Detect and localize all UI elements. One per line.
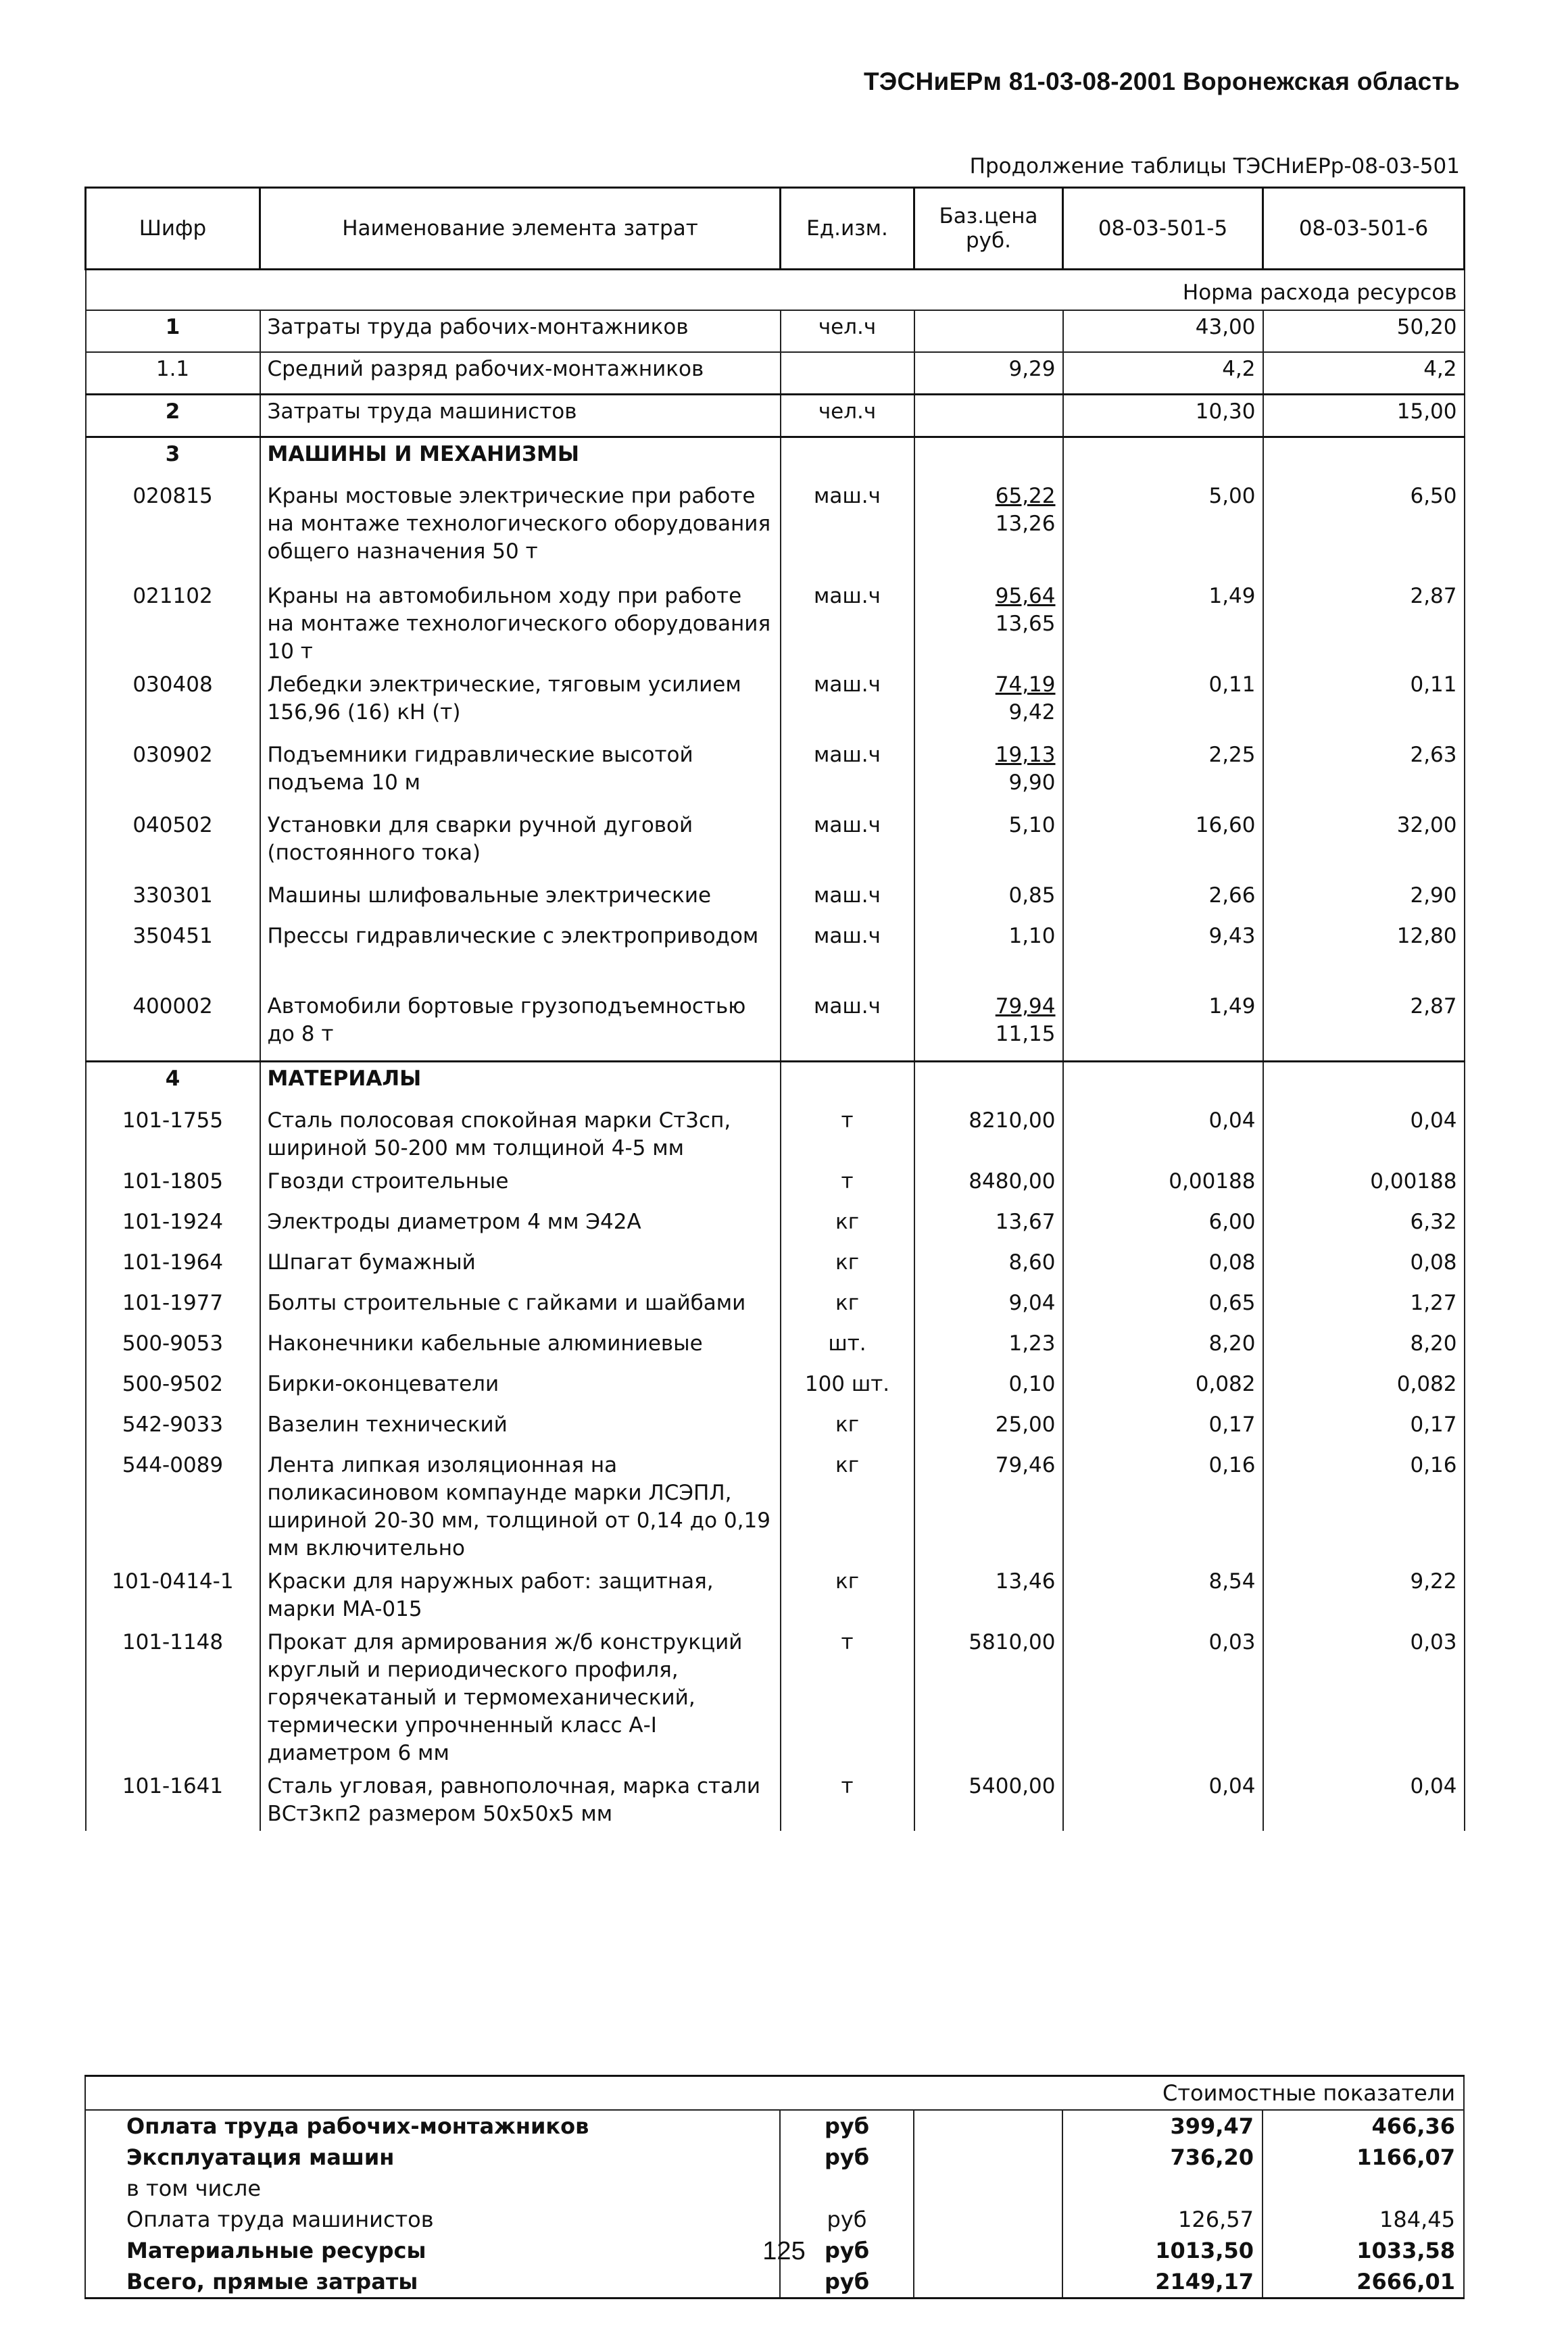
cost-value-08-03-501-6 bbox=[1263, 2173, 1464, 2204]
empty-cell bbox=[914, 2173, 1062, 2204]
row-unit: маш.ч bbox=[781, 809, 914, 879]
row-base-price bbox=[914, 1565, 1063, 1626]
row-name: Затраты труда рабочих-монтажников bbox=[260, 310, 781, 352]
row-unit: маш.ч bbox=[781, 739, 914, 809]
row-value-08-03-501-6: 15,00 bbox=[1263, 395, 1465, 437]
table-row bbox=[86, 1104, 1465, 1165]
base-price-value: 65,22 bbox=[995, 484, 1056, 508]
row-unit: маш.ч bbox=[781, 668, 914, 739]
base-price-labor-value: 11,15 bbox=[995, 1022, 1056, 1046]
row-unit: маш.ч bbox=[781, 990, 914, 1062]
row-name: Лебедки электрические, тяговым усилием 156,96 (16) кН (т) bbox=[260, 668, 781, 739]
cost-label: Эксплуатация машин bbox=[85, 2142, 780, 2173]
row-unit: кг bbox=[781, 1565, 914, 1626]
row-base-price bbox=[914, 1449, 1063, 1565]
base-price-value: 25,00 bbox=[995, 1412, 1056, 1437]
row-value-08-03-501-6: 6,50 bbox=[1263, 480, 1465, 580]
table-row bbox=[86, 1287, 1465, 1327]
base-price-value: 79,94 bbox=[995, 994, 1056, 1018]
base-price-labor-value: 13,65 bbox=[995, 612, 1056, 636]
row-code: 500-9502 bbox=[86, 1368, 260, 1408]
row-value-08-03-501-5: 8,20 bbox=[1063, 1327, 1263, 1368]
table-header-row bbox=[86, 188, 1465, 270]
base-price-value: 8480,00 bbox=[969, 1169, 1056, 1194]
row-name: Прокат для армирования ж/б конструкций круглый и периодического профиля, горячекатаный и термомеханический, термически упрочненный класс А-I диаметром 6 мм bbox=[260, 1626, 781, 1770]
base-price-labor-value: 9,90 bbox=[1008, 770, 1056, 795]
section-row bbox=[86, 437, 1465, 481]
table-row bbox=[86, 1449, 1465, 1565]
cost-row bbox=[85, 2266, 1464, 2299]
norm-band-label: Норма расхода ресурсов bbox=[86, 270, 1465, 311]
cost-label: Всего, прямые затраты bbox=[85, 2266, 780, 2299]
column-header-name: Наименование элемента затрат bbox=[260, 188, 781, 270]
row-base-price bbox=[914, 352, 1063, 395]
row-value-08-03-501-5: 9,43 bbox=[1063, 920, 1263, 990]
base-price-value: 1,23 bbox=[1008, 1331, 1056, 1356]
row-value-08-03-501-5: 0,11 bbox=[1063, 668, 1263, 739]
row-base-price bbox=[914, 668, 1063, 739]
row-base-price bbox=[914, 480, 1063, 580]
row-code: 101-0414-1 bbox=[86, 1565, 260, 1626]
empty-cell bbox=[1063, 1062, 1263, 1105]
row-base-price bbox=[914, 990, 1063, 1062]
row-unit: маш.ч bbox=[781, 480, 914, 580]
row-unit bbox=[781, 352, 914, 395]
cost-row bbox=[85, 2173, 1464, 2204]
row-name: Лента липкая изоляционная на поликасиновом компаунде марки ЛСЭПЛ, шириной 20-30 мм, толщиной от 0,14 до 0,19 мм включительно bbox=[260, 1449, 781, 1565]
row-value-08-03-501-6: 12,80 bbox=[1263, 920, 1465, 990]
empty-cell bbox=[914, 437, 1063, 481]
row-value-08-03-501-6: 0,00188 bbox=[1263, 1165, 1465, 1206]
empty-cell bbox=[914, 2142, 1062, 2173]
base-price-value: 0,85 bbox=[1008, 883, 1056, 908]
section-title: МАШИНЫ И МЕХАНИЗМЫ bbox=[260, 437, 781, 481]
row-value-08-03-501-6: 0,082 bbox=[1263, 1368, 1465, 1408]
cost-unit: руб bbox=[780, 2142, 914, 2173]
row-name: Установки для сварки ручной дуговой (постоянного тока) bbox=[260, 809, 781, 879]
base-price-value: 1,10 bbox=[1008, 924, 1056, 948]
row-name: Гвозди строительные bbox=[260, 1165, 781, 1206]
cost-value-08-03-501-5: 399,47 bbox=[1062, 2110, 1263, 2142]
cost-row bbox=[85, 2204, 1464, 2235]
cost-value-08-03-501-6: 466,36 bbox=[1263, 2110, 1464, 2142]
row-value-08-03-501-5: 5,00 bbox=[1063, 480, 1263, 580]
row-value-08-03-501-5: 1,49 bbox=[1063, 990, 1263, 1062]
cost-band-label: Стоимостные показатели bbox=[85, 2076, 1464, 2111]
row-value-08-03-501-5: 0,082 bbox=[1063, 1368, 1263, 1408]
row-unit: кг bbox=[781, 1206, 914, 1246]
row-code: 101-1964 bbox=[86, 1246, 260, 1287]
row-value-08-03-501-5: 2,66 bbox=[1063, 879, 1263, 920]
row-unit: кг bbox=[781, 1408, 914, 1449]
cost-label: Оплата труда машинистов bbox=[85, 2204, 780, 2235]
column-header-unit: Ед.изм. bbox=[781, 188, 914, 270]
row-name: Бирки-оконцеватели bbox=[260, 1368, 781, 1408]
base-price-value: 5400,00 bbox=[969, 1774, 1056, 1798]
row-value-08-03-501-5: 0,00188 bbox=[1063, 1165, 1263, 1206]
row-unit: кг bbox=[781, 1246, 914, 1287]
row-base-price bbox=[914, 1770, 1063, 1831]
row-value-08-03-501-5: 43,00 bbox=[1063, 310, 1263, 352]
table-row bbox=[86, 1565, 1465, 1626]
column-header-08-03-501-5: 08-03-501-5 bbox=[1063, 188, 1263, 270]
empty-cell bbox=[914, 1062, 1063, 1105]
base-price-labor-value: 13,26 bbox=[995, 512, 1056, 536]
empty-cell bbox=[1263, 1062, 1465, 1105]
row-value-08-03-501-5: 0,04 bbox=[1063, 1104, 1263, 1165]
cost-value-08-03-501-5: 2149,17 bbox=[1062, 2266, 1263, 2299]
table-row bbox=[86, 920, 1465, 990]
row-name: Машины шлифовальные электрические bbox=[260, 879, 781, 920]
row-name: Автомобили бортовые грузоподъемностью до 8 т bbox=[260, 990, 781, 1062]
base-price-value: 19,13 bbox=[995, 743, 1056, 767]
table-row bbox=[86, 1246, 1465, 1287]
row-value-08-03-501-6: 32,00 bbox=[1263, 809, 1465, 879]
table-row bbox=[86, 739, 1465, 809]
row-unit: маш.ч bbox=[781, 580, 914, 668]
row-code: 500-9053 bbox=[86, 1327, 260, 1368]
row-value-08-03-501-6: 0,11 bbox=[1263, 668, 1465, 739]
row-code: 040502 bbox=[86, 809, 260, 879]
row-base-price bbox=[914, 1626, 1063, 1770]
table-row bbox=[86, 352, 1465, 395]
row-name: Краски для наружных работ: защитная, марки МА-015 bbox=[260, 1565, 781, 1626]
page-number: 125 bbox=[762, 2237, 806, 2265]
table-row bbox=[86, 1408, 1465, 1449]
row-value-08-03-501-5: 1,49 bbox=[1063, 580, 1263, 668]
base-price-value: 5810,00 bbox=[969, 1630, 1056, 1654]
table-row bbox=[86, 990, 1465, 1062]
document-header: ТЭСНиЕРм 81-03-08-2001 Воронежская область bbox=[863, 68, 1460, 95]
row-base-price bbox=[914, 920, 1063, 990]
row-base-price bbox=[914, 739, 1063, 809]
column-header-code: Шифр bbox=[86, 188, 260, 270]
row-code: 020815 bbox=[86, 480, 260, 580]
row-name: Краны на автомобильном ходу при работе на монтаже технологического оборудования 10 т bbox=[260, 580, 781, 668]
row-value-08-03-501-6: 0,03 bbox=[1263, 1626, 1465, 1770]
row-value-08-03-501-5: 8,54 bbox=[1063, 1565, 1263, 1626]
row-code: 021102 bbox=[86, 580, 260, 668]
cost-band-row bbox=[85, 2076, 1464, 2111]
cost-unit: руб bbox=[780, 2235, 914, 2266]
row-value-08-03-501-6: 0,04 bbox=[1263, 1104, 1465, 1165]
table-row bbox=[86, 879, 1465, 920]
cost-unit: руб bbox=[780, 2204, 914, 2235]
row-base-price bbox=[914, 1246, 1063, 1287]
base-price-value: 95,64 bbox=[995, 584, 1056, 608]
row-value-08-03-501-5: 0,08 bbox=[1063, 1246, 1263, 1287]
row-value-08-03-501-5: 0,65 bbox=[1063, 1287, 1263, 1327]
row-code: 1.1 bbox=[86, 352, 260, 395]
row-unit: маш.ч bbox=[781, 920, 914, 990]
row-unit: кг bbox=[781, 1287, 914, 1327]
base-price-value: 13,67 bbox=[995, 1210, 1056, 1234]
row-value-08-03-501-6: 2,90 bbox=[1263, 879, 1465, 920]
row-code: 030902 bbox=[86, 739, 260, 809]
empty-cell bbox=[781, 437, 914, 481]
row-code: 101-1977 bbox=[86, 1287, 260, 1327]
row-unit: маш.ч bbox=[781, 879, 914, 920]
row-code: 2 bbox=[86, 395, 260, 437]
row-name: Вазелин технический bbox=[260, 1408, 781, 1449]
empty-cell bbox=[1263, 437, 1465, 481]
row-name: Сталь полосовая спокойная марки Ст3сп, шириной 50-200 мм толщиной 4-5 мм bbox=[260, 1104, 781, 1165]
empty-cell bbox=[914, 2266, 1062, 2299]
row-code: 101-1755 bbox=[86, 1104, 260, 1165]
row-value-08-03-501-5: 16,60 bbox=[1063, 809, 1263, 879]
row-unit: 100 шт. bbox=[781, 1368, 914, 1408]
row-base-price bbox=[914, 1408, 1063, 1449]
base-price-value: 74,19 bbox=[995, 672, 1056, 697]
row-name: Наконечники кабельные алюминиевые bbox=[260, 1327, 781, 1368]
cost-label: в том числе bbox=[85, 2173, 780, 2204]
row-value-08-03-501-6: 0,08 bbox=[1263, 1246, 1465, 1287]
base-price-value: 8,60 bbox=[1008, 1250, 1056, 1275]
row-value-08-03-501-6: 50,20 bbox=[1263, 310, 1465, 352]
table-row bbox=[86, 480, 1465, 580]
row-base-price bbox=[914, 1368, 1063, 1408]
row-value-08-03-501-5: 0,03 bbox=[1063, 1626, 1263, 1770]
table-row bbox=[86, 1165, 1465, 1206]
row-unit: кг bbox=[781, 1449, 914, 1565]
section-row bbox=[86, 1062, 1465, 1105]
row-value-08-03-501-5: 6,00 bbox=[1063, 1206, 1263, 1246]
row-base-price bbox=[914, 580, 1063, 668]
row-unit: чел.ч bbox=[781, 395, 914, 437]
base-price-value: 9,29 bbox=[1008, 357, 1056, 381]
base-price-value: 13,46 bbox=[995, 1569, 1056, 1594]
empty-cell bbox=[914, 2204, 1062, 2235]
table-row bbox=[86, 668, 1465, 739]
row-base-price bbox=[914, 1327, 1063, 1368]
row-value-08-03-501-5: 0,04 bbox=[1063, 1770, 1263, 1831]
row-base-price bbox=[914, 1165, 1063, 1206]
row-code: 1 bbox=[86, 310, 260, 352]
row-base-price bbox=[914, 310, 1063, 352]
cost-label: Оплата труда рабочих-монтажников bbox=[85, 2110, 780, 2142]
row-base-price bbox=[914, 1104, 1063, 1165]
row-code: 030408 bbox=[86, 668, 260, 739]
row-code: 101-1641 bbox=[86, 1770, 260, 1831]
norm-band-row bbox=[86, 270, 1465, 311]
row-value-08-03-501-6: 1,27 bbox=[1263, 1287, 1465, 1327]
row-unit: т bbox=[781, 1626, 914, 1770]
row-base-price bbox=[914, 879, 1063, 920]
row-unit: шт. bbox=[781, 1327, 914, 1368]
row-name: Электроды диаметром 4 мм Э42А bbox=[260, 1206, 781, 1246]
base-price-labor-value: 9,42 bbox=[1008, 700, 1056, 724]
row-value-08-03-501-5: 4,2 bbox=[1063, 352, 1263, 395]
row-value-08-03-501-5: 2,25 bbox=[1063, 739, 1263, 809]
row-name: Сталь угловая, равнополочная, марка стали ВСт3кп2 размером 50х50х5 мм bbox=[260, 1770, 781, 1831]
row-value-08-03-501-6: 0,04 bbox=[1263, 1770, 1465, 1831]
row-value-08-03-501-6: 2,87 bbox=[1263, 990, 1465, 1062]
row-name: Прессы гидравлические с электроприводом bbox=[260, 920, 781, 990]
row-code: 101-1805 bbox=[86, 1165, 260, 1206]
cost-unit bbox=[780, 2173, 914, 2204]
cost-value-08-03-501-5 bbox=[1062, 2173, 1263, 2204]
row-code: 330301 bbox=[86, 879, 260, 920]
resource-norms-table bbox=[84, 187, 1465, 1831]
table-row bbox=[86, 1206, 1465, 1246]
row-unit: т bbox=[781, 1770, 914, 1831]
section-code: 4 bbox=[86, 1062, 260, 1105]
row-value-08-03-501-6: 4,2 bbox=[1263, 352, 1465, 395]
table-row bbox=[86, 395, 1465, 437]
row-value-08-03-501-6: 0,17 bbox=[1263, 1408, 1465, 1449]
table-row bbox=[86, 310, 1465, 352]
cost-value-08-03-501-5: 1013,50 bbox=[1062, 2235, 1263, 2266]
row-code: 101-1924 bbox=[86, 1206, 260, 1246]
row-name: Шпагат бумажный bbox=[260, 1246, 781, 1287]
section-title: МАТЕРИАЛЫ bbox=[260, 1062, 781, 1105]
base-price-value: 9,04 bbox=[1008, 1291, 1056, 1315]
row-value-08-03-501-6: 6,32 bbox=[1263, 1206, 1465, 1246]
cost-value-08-03-501-5: 126,57 bbox=[1062, 2204, 1263, 2235]
cost-row bbox=[85, 2110, 1464, 2142]
cost-row bbox=[85, 2142, 1464, 2173]
table-continuation-caption: Продолжение таблицы ТЭСНиЕРр-08-03-501 bbox=[969, 154, 1460, 178]
table-row bbox=[86, 809, 1465, 879]
row-code: 544-0089 bbox=[86, 1449, 260, 1565]
table-row bbox=[86, 1626, 1465, 1770]
table-row bbox=[86, 580, 1465, 668]
row-value-08-03-501-6: 2,87 bbox=[1263, 580, 1465, 668]
empty-cell bbox=[914, 2110, 1062, 2142]
cost-unit: руб bbox=[780, 2266, 914, 2299]
base-price-value: 79,46 bbox=[995, 1453, 1056, 1477]
row-value-08-03-501-5: 0,17 bbox=[1063, 1408, 1263, 1449]
table-row bbox=[86, 1327, 1465, 1368]
empty-cell bbox=[781, 1062, 914, 1105]
cost-value-08-03-501-6: 1033,58 bbox=[1263, 2235, 1464, 2266]
row-unit: т bbox=[781, 1104, 914, 1165]
row-code: 542-9033 bbox=[86, 1408, 260, 1449]
row-name: Болты строительные с гайками и шайбами bbox=[260, 1287, 781, 1327]
empty-cell bbox=[1063, 437, 1263, 481]
table-row bbox=[86, 1770, 1465, 1831]
row-base-price bbox=[914, 1206, 1063, 1246]
row-unit: чел.ч bbox=[781, 310, 914, 352]
base-price-value: 8210,00 bbox=[969, 1108, 1056, 1133]
row-code: 400002 bbox=[86, 990, 260, 1062]
cost-value-08-03-501-6: 2666,01 bbox=[1263, 2266, 1464, 2299]
row-base-price bbox=[914, 395, 1063, 437]
row-base-price bbox=[914, 809, 1063, 879]
row-name: Затраты труда машинистов bbox=[260, 395, 781, 437]
cost-value-08-03-501-5: 736,20 bbox=[1062, 2142, 1263, 2173]
cost-value-08-03-501-6: 184,45 bbox=[1263, 2204, 1464, 2235]
row-value-08-03-501-6: 9,22 bbox=[1263, 1565, 1465, 1626]
row-base-price bbox=[914, 1287, 1063, 1327]
table-row bbox=[86, 1368, 1465, 1408]
row-value-08-03-501-6: 0,16 bbox=[1263, 1449, 1465, 1565]
column-header-base-price: Баз.цена руб. bbox=[914, 188, 1063, 270]
row-name: Краны мостовые электрические при работе на монтаже технологического оборудования общего назначения 50 т bbox=[260, 480, 781, 580]
base-price-value: 5,10 bbox=[1008, 813, 1056, 837]
cost-label: Материальные ресурсы bbox=[85, 2235, 780, 2266]
column-header-08-03-501-6: 08-03-501-6 bbox=[1263, 188, 1465, 270]
cost-unit: руб bbox=[780, 2110, 914, 2142]
row-unit: т bbox=[781, 1165, 914, 1206]
row-value-08-03-501-5: 0,16 bbox=[1063, 1449, 1263, 1565]
row-code: 101-1148 bbox=[86, 1626, 260, 1770]
cost-value-08-03-501-6: 1166,07 bbox=[1263, 2142, 1464, 2173]
base-price-value: 0,10 bbox=[1008, 1372, 1056, 1396]
row-value-08-03-501-5: 10,30 bbox=[1063, 395, 1263, 437]
row-value-08-03-501-6: 2,63 bbox=[1263, 739, 1465, 809]
row-code: 350451 bbox=[86, 920, 260, 990]
section-code: 3 bbox=[86, 437, 260, 481]
row-name: Подъемники гидравлические высотой подъема 10 м bbox=[260, 739, 781, 809]
row-name: Средний разряд рабочих-монтажников bbox=[260, 352, 781, 395]
row-value-08-03-501-6: 8,20 bbox=[1263, 1327, 1465, 1368]
